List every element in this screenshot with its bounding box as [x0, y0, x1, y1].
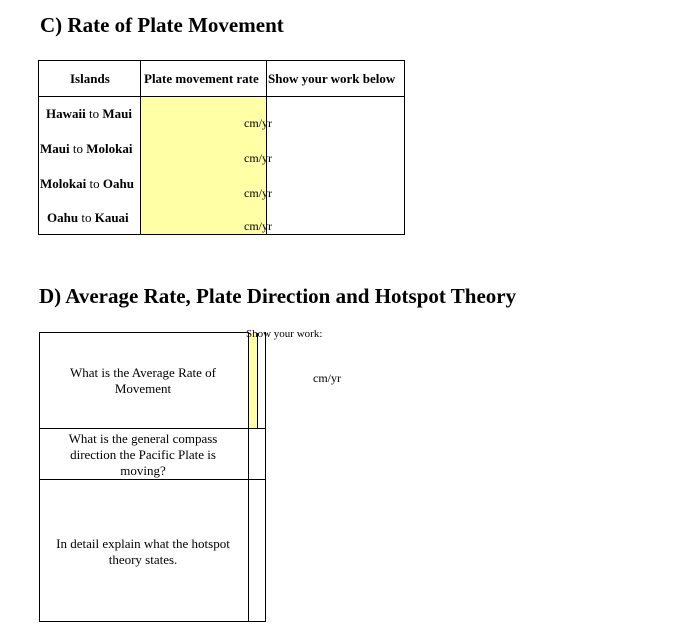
question-average-rate: What is the Average Rate of Movement [70, 365, 216, 396]
island-pair-label [40, 141, 132, 157]
compass-direction-input[interactable] [250, 429, 265, 478]
island-from: Molokai [40, 176, 87, 191]
section-c-title: C) Rate of Plate Movement [40, 13, 284, 37]
island-to: Molokai [86, 141, 133, 156]
section-d-title: D) Average Rate, Plate Direction and Hotspot Theory [39, 284, 517, 308]
island-to: Oahu [102, 176, 134, 191]
rate-unit: cm/yr [244, 219, 272, 233]
header-islands: Islands [70, 71, 110, 86]
question-compass-direction: What is the general compass direction the Pacific Plate is moving? [68, 431, 218, 478]
question-hotspot-theory: In detail explain what the hotspot theory states. [56, 536, 230, 567]
island-to: Kauai [94, 210, 129, 225]
hotspot-theory-input[interactable] [250, 480, 265, 620]
island-connector: to [81, 210, 92, 225]
island-pair-label [47, 210, 129, 226]
header-work: Show your work below [268, 71, 396, 86]
island-from: Hawaii [46, 106, 86, 121]
island-to: Maui [102, 106, 132, 121]
row-divider [39, 479, 266, 480]
column-divider [140, 60, 141, 235]
average-rate-unit: cm/yr [313, 371, 341, 385]
header-rate: Plate movement rate [144, 71, 259, 86]
show-work-label: Show your work: [246, 328, 323, 340]
island-pair-label [46, 106, 132, 122]
average-rate-input[interactable] [249, 333, 258, 428]
island-from: Maui [40, 141, 70, 156]
table-bottom [248, 621, 266, 622]
island-connector: to [88, 106, 100, 121]
rate-unit: cm/yr [244, 116, 272, 130]
work-input-area[interactable] [267, 97, 404, 234]
island-from: Oahu [47, 210, 79, 225]
row-divider [39, 428, 266, 429]
island-pair-label [40, 176, 134, 192]
island-connector: to [89, 176, 100, 191]
island-connector: to [72, 141, 83, 156]
column-divider [265, 332, 266, 622]
rate-unit: cm/yr [244, 151, 272, 165]
rate-unit: cm/yr [244, 186, 272, 200]
